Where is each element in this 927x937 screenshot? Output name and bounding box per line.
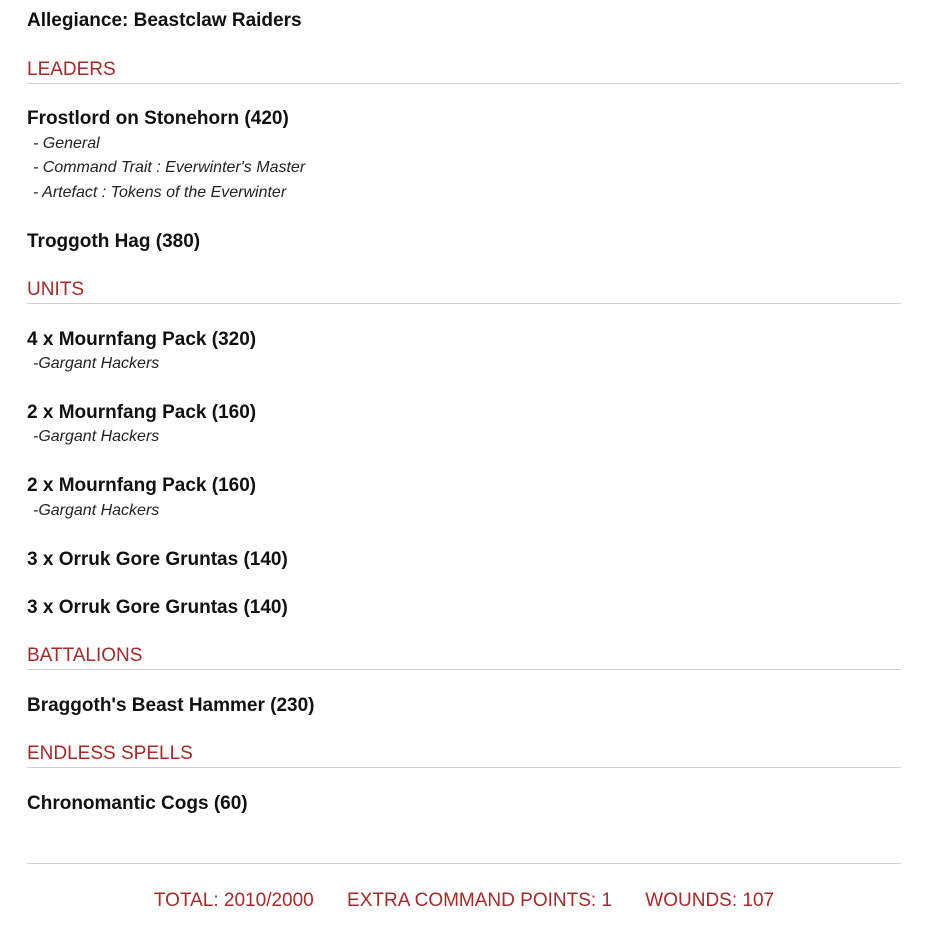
entry-option-gargant-hackers-2: -Gargant Hackers <box>33 428 160 445</box>
army-summary <box>27 890 901 912</box>
entry-orruk-gore-gruntas-1: 3 x Orruk Gore Gruntas (140) <box>27 549 288 570</box>
section-header-endless-spells: ENDLESS SPELLS <box>27 743 901 768</box>
entry-troggoth-hag: Troggoth Hag (380) <box>27 231 201 252</box>
entry-option-artefact: - Artefact : Tokens of the Everwinter <box>33 184 287 201</box>
total-points: TOTAL: 2010/2000 <box>153 890 314 911</box>
entry-option-gargant-hackers-3: -Gargant Hackers <box>33 502 160 519</box>
entry-mournfang-pack-2: 2 x Mournfang Pack (160) <box>27 402 257 423</box>
entry-mournfang-pack-3: 2 x Mournfang Pack (160) <box>27 475 257 496</box>
entry-orruk-gore-gruntas-2: 3 x Orruk Gore Gruntas (140) <box>27 597 288 618</box>
section-header-battalions: BATTALIONS <box>27 645 901 670</box>
entry-mournfang-pack-1: 4 x Mournfang Pack (320) <box>27 329 257 350</box>
section-header-leaders: LEADERS <box>27 59 901 84</box>
entry-option-gargant-hackers-1: -Gargant Hackers <box>33 355 160 372</box>
footer-divider <box>27 863 901 864</box>
total-wounds: WOUNDS: 107 <box>645 890 775 911</box>
allegiance-title: Allegiance: Beastclaw Raiders <box>27 10 302 31</box>
extra-command-points: EXTRA COMMAND POINTS: 1 <box>347 890 613 911</box>
entry-braggoths-beast-hammer: Braggoth's Beast Hammer (230) <box>27 695 315 716</box>
entry-chronomantic-cogs: Chronomantic Cogs (60) <box>27 793 248 814</box>
entry-option-command-trait: - Command Trait : Everwinter's Master <box>33 159 306 176</box>
entry-option-general: - General <box>33 135 100 152</box>
section-header-units: UNITS <box>27 279 901 304</box>
entry-frostlord-on-stonehorn: Frostlord on Stonehorn (420) <box>27 108 289 129</box>
